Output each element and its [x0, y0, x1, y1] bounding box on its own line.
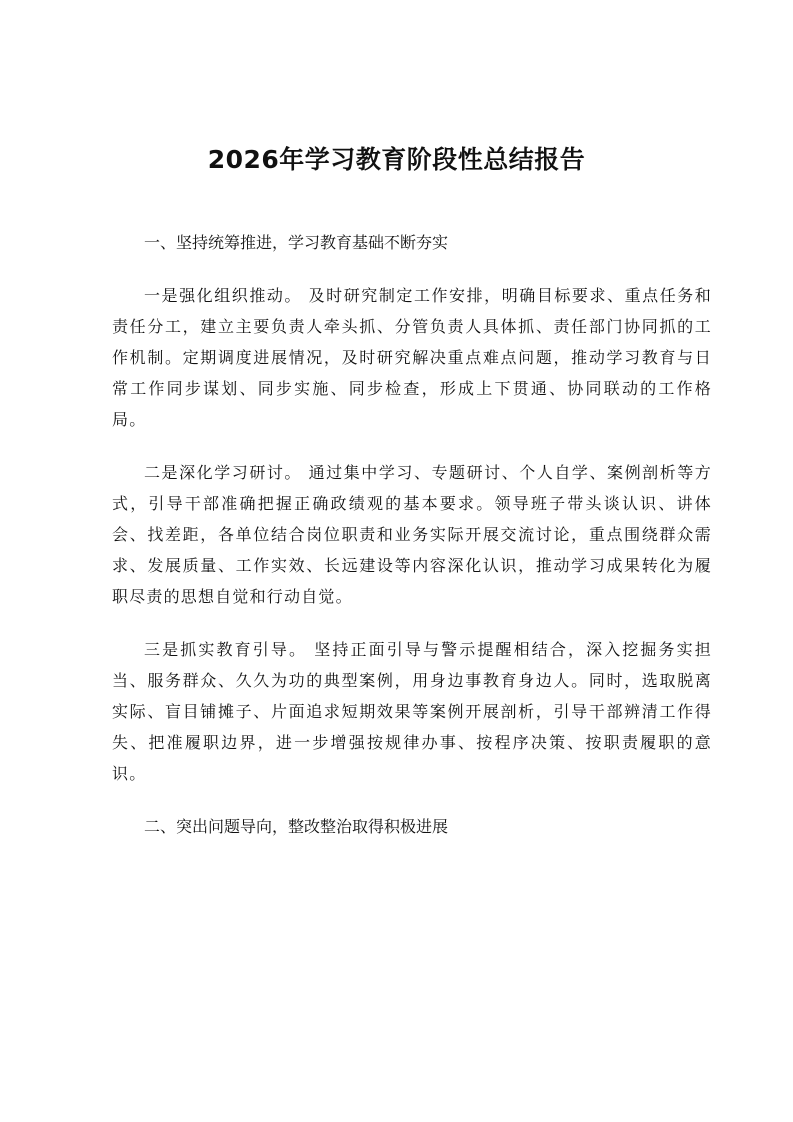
- paragraph-education-guidance: 三是抓实教育引导。 坚持正面引导与警示提醒相结合，深入挖掘务实担当、服务群众、久久为功的典型案例，用身边事教育身边人。同时，选取脱离实际、盲目铺摊子、片面追求短期效果等案例开展剖析，引导干部辨清工作得失、把准履职边界，进一步增强按规律办事、按程序决策、按职责履职的意识。: [112, 640, 712, 783]
- document-body: [112, 227, 712, 842]
- paragraph-organization: 一是强化组织推动。 及时研究制定工作安排，明确目标要求、重点任务和责任分工，建立主要负责人牵头抓、分管负责人具体抓、责任部门协同抓的工作机制。定期调度进展情况，及时研究解决重点难点问题，推动学习教育与日常工作同步谋划、同步实施、同步检查，形成上下贯通、协同联动的工作格局。: [112, 286, 712, 429]
- section-heading-1: 一、坚持统筹推进，学习教育基础不断夯实: [144, 233, 449, 252]
- section-heading-2: 二、突出问题导向，整改整治取得积极进展: [144, 817, 449, 836]
- paragraph-study-discussion: 二是深化学习研讨。 通过集中学习、专题研讨、个人自学、案例剖析等方式，引导干部准确把握正确政绩观的基本要求。领导班子带头谈认识、讲体会、找差距，各单位结合岗位职责和业务实际开展交流讨论，重点围绕群众需求、发展质量、工作实效、长远建设等内容深化认识，推动学习成果转化为履职尽责的思想自觉和行动自觉。: [112, 463, 712, 606]
- document-title: 2026年学习教育阶段性总结报告: [207, 145, 586, 174]
